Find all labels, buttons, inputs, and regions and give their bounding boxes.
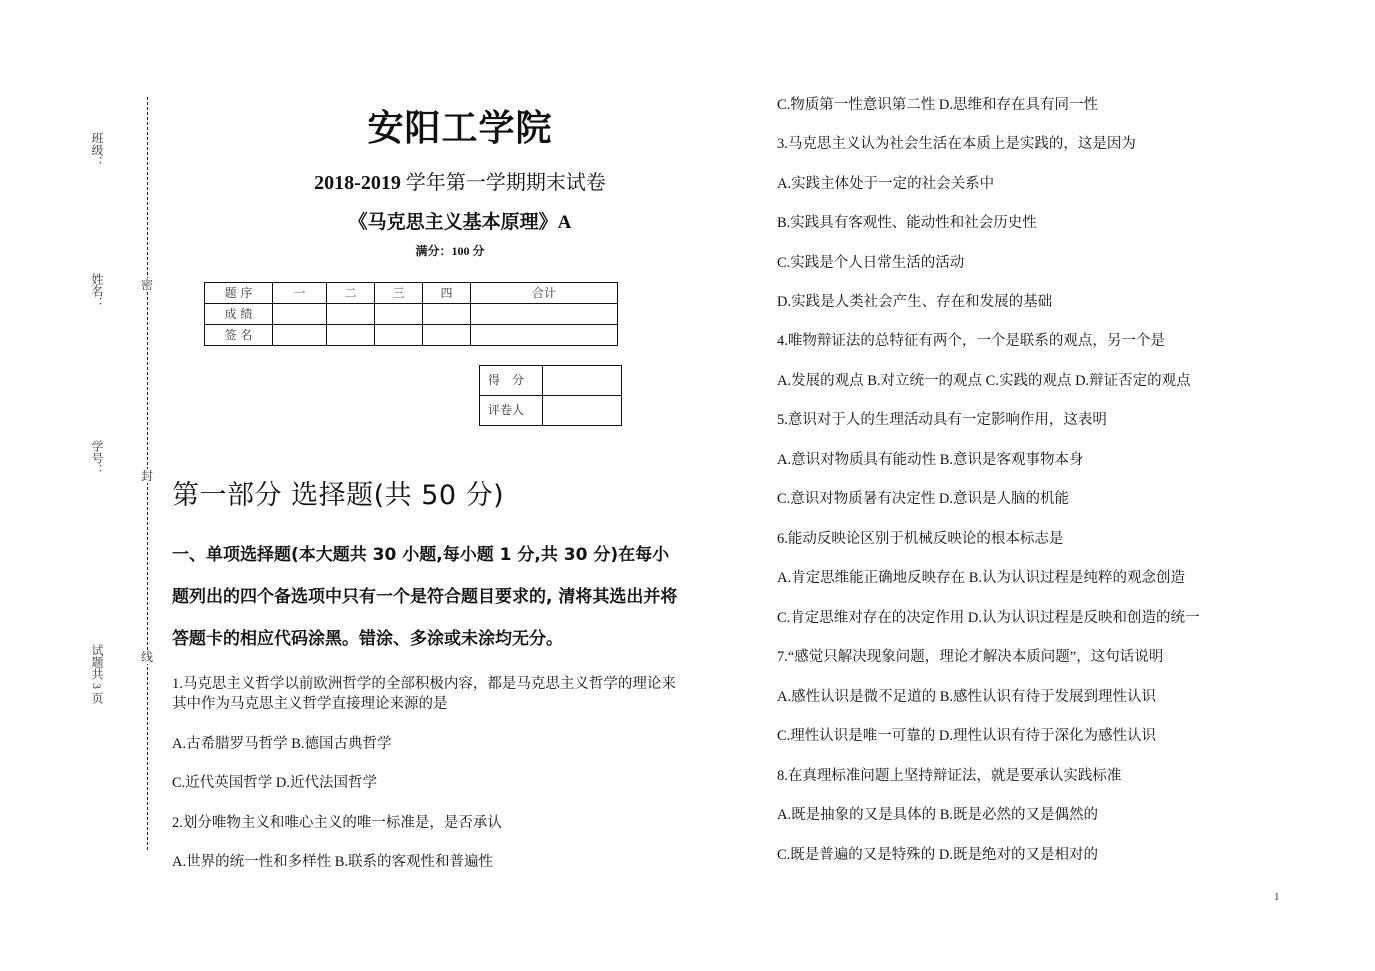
- signature-cell[interactable]: [423, 325, 471, 346]
- question-4: 4.唯物辩证法的总特征有两个，一个是联系的观点，另一个是: [777, 333, 1165, 349]
- question-1-options-cd: C.近代英国哲学 D.近代法国哲学: [172, 775, 378, 791]
- question-5-options-ab: A.意识对物质具有能动性 B.意识是客观事物本身: [777, 452, 1084, 468]
- score-cell[interactable]: [327, 304, 375, 325]
- question-8-options-cd: C.既是普遍的又是特殊的 D.既是绝对的又是相对的: [777, 847, 1099, 863]
- header-cell: 三: [375, 283, 423, 304]
- row-label: 签 名: [205, 325, 273, 346]
- grader-label: 评卷人: [480, 396, 543, 426]
- question-2-options-cd: C.物质第一性意识第二性 D.思维和存在具有同一性: [777, 97, 1099, 113]
- class-label: 班级：: [90, 132, 104, 168]
- question-5-options-cd: C.意识对物质暑有决定性 D.意识是人脑的机能: [777, 491, 1070, 507]
- school-title: 安阳工学院: [367, 108, 553, 149]
- score-cell[interactable]: [423, 304, 471, 325]
- question-7-options-cd: C.理性认识是唯一可靠的 D.理性认识有待于深化为感性认识: [777, 728, 1157, 744]
- question-8: 8.在真理标准问题上坚持辩证法，就是要承认实践标准: [777, 768, 1122, 784]
- header-cell: 二: [327, 283, 375, 304]
- name-label: 姓名：: [90, 273, 104, 309]
- page-number: 1: [1274, 891, 1280, 903]
- question-5: 5.意识对于人的生理活动具有一定影响作用，这表明: [777, 412, 1107, 428]
- question-3: 3.马克思主义认为社会生活在本质上是实践的，这是因为: [777, 136, 1136, 152]
- score-table-row: [205, 325, 618, 346]
- header-cell: 题 序: [205, 283, 273, 304]
- header-cell: 四: [423, 283, 471, 304]
- course-title: 《马克思主义基本原理》A: [348, 212, 572, 233]
- question-6: 6.能动反映论区别于机械反映论的根本标志是: [777, 531, 1064, 547]
- part-title: 第一部分 选择题(共 50 分): [172, 480, 505, 511]
- score-cell[interactable]: [273, 304, 327, 325]
- signature-cell[interactable]: [375, 325, 423, 346]
- seal-char-mi: 密: [140, 278, 153, 292]
- question-3-option-d: D.实践是人类社会产生、存在和发展的基础: [777, 294, 1053, 310]
- grader-name-cell[interactable]: [543, 396, 622, 426]
- seal-char-feng: 封: [140, 469, 153, 483]
- question-2: 2.划分唯物主义和唯心主义的唯一标准是，是否承认: [172, 815, 502, 831]
- term-text: 学年第一学期期末试卷: [405, 172, 606, 194]
- question-1: 1.马克思主义哲学以前欧洲哲学的全部积极内容，都是马克思主义哲学的理论来其中作为马克思主义哲学直接理论来源的是: [172, 676, 676, 712]
- score-table: [204, 282, 618, 346]
- grader-row: [480, 396, 622, 426]
- row-label: 成 绩: [205, 304, 273, 325]
- header-cell: 合计: [471, 283, 618, 304]
- grader-row: [480, 366, 622, 396]
- score-cell[interactable]: [375, 304, 423, 325]
- question-7: 7.“感觉只解决现象问题，理论才解决本质问题”，这句话说明: [777, 649, 1164, 665]
- page-count-label: [88, 624, 104, 724]
- student-id-label: 学号：: [90, 440, 104, 476]
- grader-score-cell[interactable]: [543, 366, 622, 396]
- score-cell[interactable]: [471, 304, 618, 325]
- grader-label: 得 分: [480, 366, 543, 396]
- seal-char-xian: 线: [140, 650, 153, 664]
- question-8-options-ab: A.既是抽象的又是具体的 B.既是必然的又是偶然的: [777, 807, 1099, 823]
- question-2-options-ab: A.世界的统一性和多样性 B.联系的客观性和普遍性: [172, 854, 494, 870]
- question-3-option-b: B.实践具有客观性、能动性和社会历史性: [777, 215, 1037, 231]
- question-6-options-ab: A.肯定思维能正确地反映存在 B.认为认识过程是纯粹的观念创造: [777, 570, 1186, 586]
- page-count-text: 试题共 3 页: [90, 644, 104, 704]
- signature-cell[interactable]: [273, 325, 327, 346]
- signature-cell[interactable]: [471, 325, 618, 346]
- signature-cell[interactable]: [327, 325, 375, 346]
- question-7-options-ab: A.感性认识是微不足道的 B.感性认识有待于发展到理性认识: [777, 689, 1157, 705]
- header-cell: 一: [273, 283, 327, 304]
- question-1-options-ab: A.古希腊罗马哲学 B.德国古典哲学: [172, 736, 392, 752]
- term-title: [290, 166, 630, 195]
- score-table-header-row: [205, 283, 618, 304]
- section-instructions: 一、单项选择题(本大题共 30 小题,每小题 1 分,共 30 分)在每小题列出的四个备选项中只有一个是符合题目要求的, 清将其选出并将答题卡的相应代码涂黑。错涂、多涂或未涂均无分。: [172, 545, 678, 649]
- score-table-row: [205, 304, 618, 325]
- question-6-options-cd: C.肯定思维对存在的决定作用 D.认为认识过程是反映和创造的统一: [777, 610, 1200, 626]
- question-3-option-c: C.实践是个人日常生活的活动: [777, 255, 965, 271]
- grader-table: [479, 365, 622, 426]
- term-year: 2018-2019: [314, 172, 401, 194]
- question-3-option-a: A.实践主体处于一定的社会关系中: [777, 176, 995, 192]
- question-4-options: A.发展的观点 B.对立统一的观点 C.实践的观点 D.辩证否定的观点: [777, 373, 1191, 389]
- full-score: 满分：100 分: [415, 244, 485, 258]
